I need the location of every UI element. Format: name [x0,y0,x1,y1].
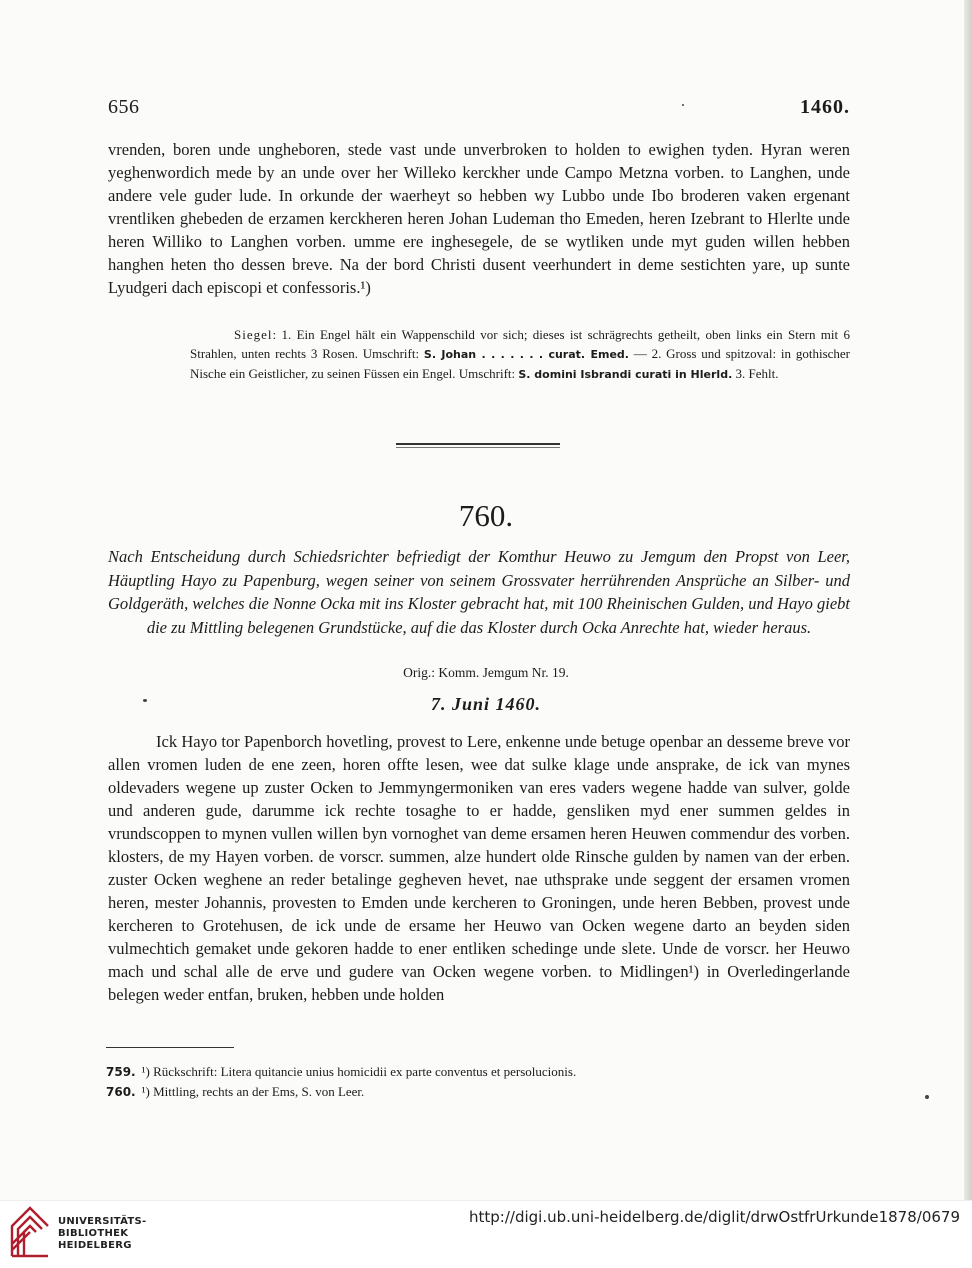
seal-label: Siegel [234,327,273,342]
scan-speck [925,1095,929,1099]
library-stripes-icon [8,1204,52,1260]
seal-part-3: 3. Fehlt. [732,366,779,381]
library-name [58,1216,147,1252]
running-year: 1460. [800,96,850,118]
seal-part-1: : 1. Ein Engel hält ein Wappenschild vor sich; dieses ist schrägrechts getheilt, oben links ein Stern mit 6 Strahlen, unten rechts 3 Rosen. Umschrift: [190,327,850,361]
source-url-link[interactable]: http://digi.ub.uni-heidelberg.de/diglit/drwOstfrUrkunde1878/0679 [469,1208,960,1226]
scan-speck [682,104,684,106]
scan-speck [143,699,147,702]
document-text-block [108,730,850,1006]
seal-legend-2: S. domini Isbrandi curati in Hlerld. [518,368,733,381]
footnote-760 [106,1082,364,1102]
document-number: 760. [458,498,514,533]
library-name-line-3: HEIDELBERG [58,1240,132,1251]
document-source: Orig.: Komm. Jemgum Nr. 19. [403,665,569,680]
scan-edge [964,0,972,1200]
continuation-text-block [108,138,850,299]
footnote-759 [106,1062,576,1082]
footnote-text: ¹) Mittling, rechts an der Ems, S. von Leer. [141,1084,365,1099]
page-number: 656 [108,96,140,118]
library-name-line-1: UNIVERSITÄTS- [58,1216,147,1227]
section-divider [396,443,560,445]
library-name-line-2: BIBLIOTHEK [58,1228,129,1239]
continuation-text: vrenden, boren unde ungheboren, stede vast unde unverbroken to holden to ewighen tyden. Hyran weren yeghenwordich mede by an unde over her Willeko kerckher unde Campo Metzna vorben. to Langhen, unde andere vele guder lude. In orkunde der waerheyt so hebben wy Lubbo unde Ibo broderen vaken ergenant vrentliken ghebeden de erzamen kerckheren heren Johan Ludeman tho Emeden, heren Izebrant to Hlerlte unde heren Williko to Langhen vorben. umme ere inghesegele, de se wytliken unde myt guden willen hebben hanghen heten tho dessen breve. Na der bord Christi dusent veerhundert in deme sestichten yare, up sunte Lyudgeri dach episcopi et confessoris.¹) [108,140,850,297]
seal-description [190,325,850,384]
footnote-text: ¹) Rückschrift: Litera quitancie unius homicidii ex parte conventus et persolucionis. [141,1064,577,1079]
document-date: 7. Juni 1460. [430,694,542,714]
document-regest: Nach Entscheidung durch Schiedsrichter befriedigt der Komthur Heuwo zu Jemgum den Propst von Leer, Häuptling Hayo zu Papenburg, wegen seiner von seinem Grossvater herrührenden Ansprüche an Silber- und Goldgeräth, welches die Nonne Ocka mit ins Kloster gebracht hat, mit 100 Rheinischen Gulden, und Hayo giebt die zu Mittling belegenen Grundstücke, auf die das Kloster durch Ocka Anrechte hat, wieder heraus. [108,547,850,637]
footnote-rule [106,1047,234,1048]
seal-part-2: — 2. Gross und spitzoval: in gothischer Nische ein Geistlicher, zu seinen Füssen ein Engel. Umschrift: [190,346,850,381]
seal-legend-1: S. Johan . . . . . . . curat. Emed. [423,348,629,361]
footnote-number: 759. [106,1065,136,1079]
running-head [108,96,850,126]
document-text: Ick Hayo tor Papenborch hovetling, provest to Lere, enkenne unde betuge openbar an desseme breve vor allen vromen luden de ene zeen, horen offte lesen, wee dat sulke klage unde ansprake, de ick van mynes oldevaders wegene up zuster Ocken to Jemmyngermoniken van eres vaders wegene hadde van sulver, golde und anderen gude, darumme ick rechte tosaghe to er hadde, gensliken myd ener summen geldes in vrundscoppen to mynen vullen willen byn vornoghet van deme ersamen heren Heuwen commendur des vorben. klosters, de my Hayen vorben. de vorscr. summen, alze hundert olde Rinsche gulden by namen van der erben. zuster Ocken weghene an reder betalinge gegheven hevet, nae uthsprake unde seggent der ersamen vromen heren, mester Johannis, provesten to Emden unde kercheren to Groningen, unde heren Bebben, provest unde kercheren to Grotehusen, de ick unde de ersame her Heuwo van Ocken wegene darto an beyden siden vulmechtich gemaket unde gekoren hadde to ener entliken schedinge unde slete. Unde de vorscr. her Heuwo mach und schal alle de erve und gudere van Ocken wegene vorben. to Midlingen¹) in Overledingerlande belegen weder entfan, bruken, hebben unde holden [108,732,850,1004]
footnote-number: 760. [106,1085,136,1099]
